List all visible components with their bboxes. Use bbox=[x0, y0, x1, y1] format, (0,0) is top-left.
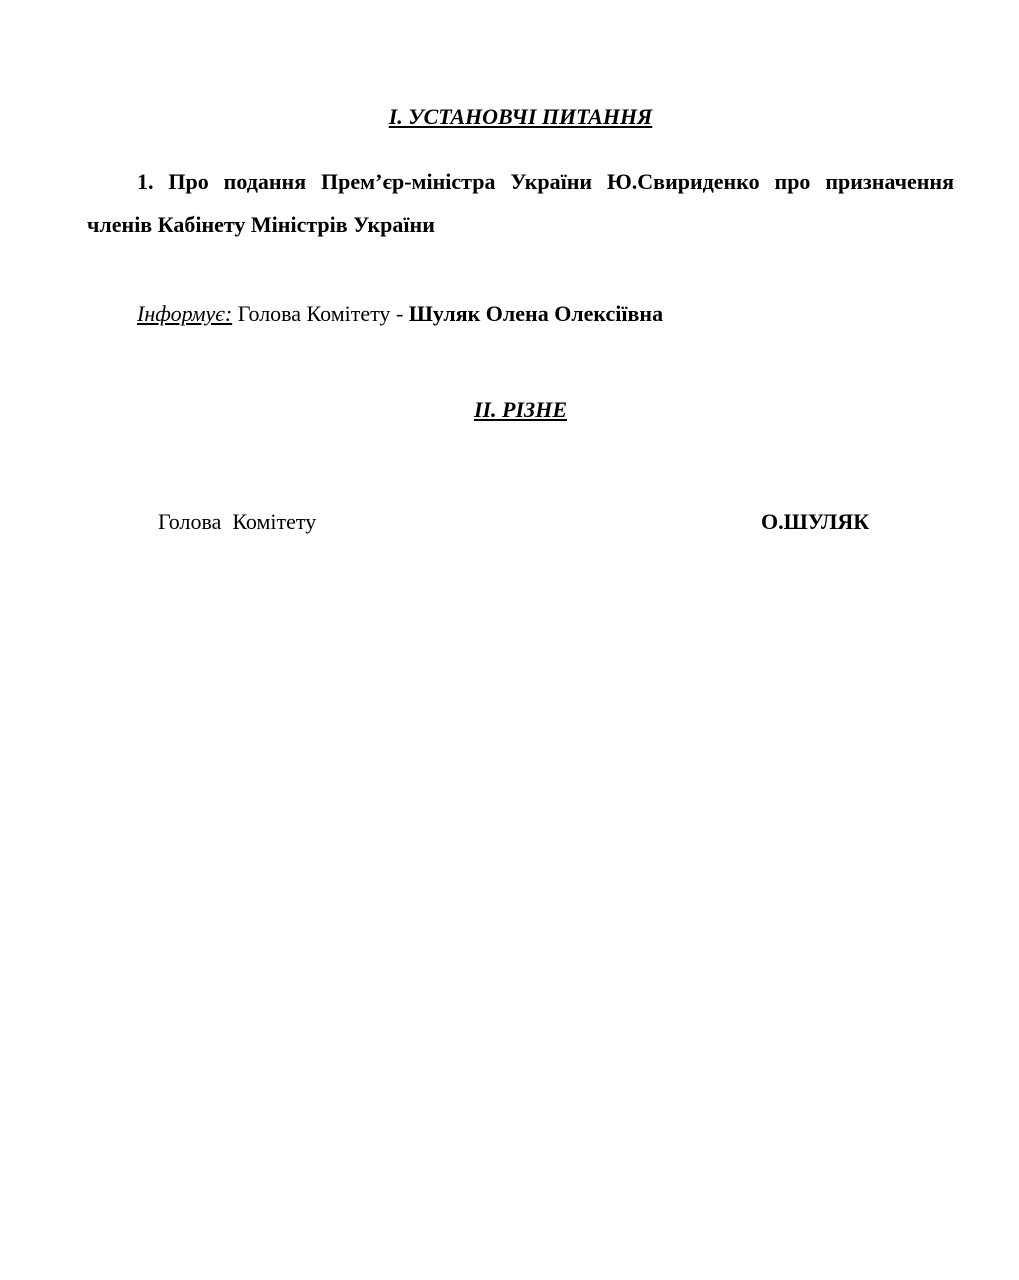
informs-role: Голова Комітету bbox=[237, 301, 391, 326]
agenda-item-1 bbox=[87, 160, 954, 246]
signature-role: Голова Комітету bbox=[158, 509, 317, 534]
section-heading-establishing-questions: І. УСТАНОВЧІ ПИТАННЯ bbox=[388, 104, 653, 129]
signature-name: О.ШУЛЯК bbox=[761, 509, 870, 534]
informs-line bbox=[137, 301, 663, 327]
informs-separator: - bbox=[395, 301, 404, 326]
informs-person: Шуляк Олена Олексіївна bbox=[408, 301, 664, 326]
agenda-item-number: 1. bbox=[137, 169, 154, 194]
section-heading-miscellaneous: ІІ. РІЗНЕ bbox=[473, 397, 568, 422]
agenda-item-text: Про подання Прем’єр-міністра України Ю.Свириденко про призначення членів Кабінету Міністрів України bbox=[87, 169, 954, 237]
informs-label: Інформує: bbox=[137, 301, 233, 326]
